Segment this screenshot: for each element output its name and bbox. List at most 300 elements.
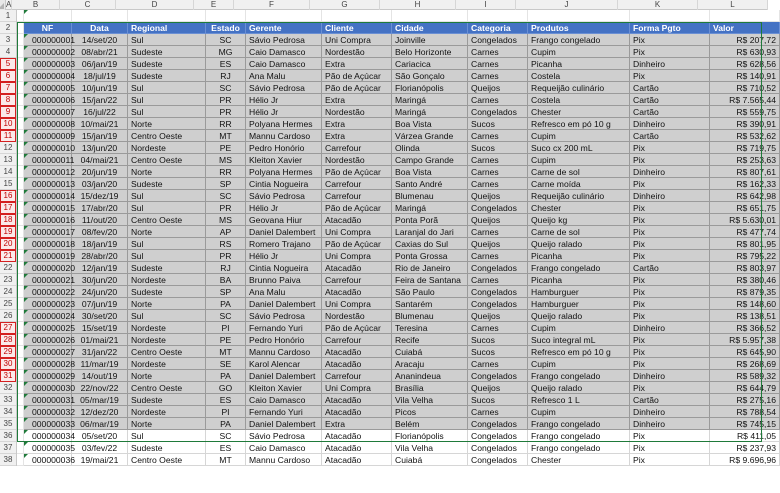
- cell-cidade[interactable]: Aracaju: [392, 358, 468, 370]
- cell-produtos[interactable]: Chester: [528, 106, 630, 118]
- cell-cliente[interactable]: Uni Compra: [322, 250, 392, 262]
- cell-a[interactable]: [17, 166, 24, 178]
- cell-cidade[interactable]: Ananindeua: [392, 370, 468, 382]
- cell-gerente[interactable]: Sávio Pedrosa: [246, 82, 322, 94]
- cell-estado[interactable]: MT: [206, 454, 246, 466]
- cell-nf[interactable]: 000000014: [24, 190, 72, 202]
- cell-gerente[interactable]: Pedro Honório: [246, 334, 322, 346]
- cell-valor[interactable]: [710, 10, 780, 22]
- cell-produtos[interactable]: Frango congelado: [528, 34, 630, 46]
- cell-categoria[interactable]: Congelados: [468, 442, 528, 454]
- cell-data[interactable]: 08/abr/21: [72, 46, 128, 58]
- cell-a[interactable]: [17, 238, 24, 250]
- cell-gerente[interactable]: Karol Alencar: [246, 358, 322, 370]
- row-number-30[interactable]: 30: [0, 358, 16, 370]
- cell-cliente[interactable]: Pão de Açúcar: [322, 166, 392, 178]
- cell-produtos[interactable]: Costela: [528, 94, 630, 106]
- row-number-28[interactable]: 28: [0, 334, 16, 346]
- cell-a[interactable]: [17, 358, 24, 370]
- column-header-h[interactable]: H: [380, 0, 456, 10]
- cell-a[interactable]: [17, 454, 24, 466]
- cell-nf[interactable]: 000000036: [24, 454, 72, 466]
- cell-gerente[interactable]: Sávio Pedrosa: [246, 34, 322, 46]
- cell-cidade[interactable]: Campo Grande: [392, 154, 468, 166]
- cell-a[interactable]: [17, 106, 24, 118]
- cell-forma-pgto[interactable]: Dinheiro: [630, 418, 710, 430]
- cell-regional[interactable]: Nordeste: [128, 322, 206, 334]
- cell-regional[interactable]: Sul: [128, 106, 206, 118]
- cell-nf[interactable]: 000000019: [24, 250, 72, 262]
- cell-produtos[interactable]: Frango congelado: [528, 418, 630, 430]
- cell-categoria[interactable]: Carnes: [468, 358, 528, 370]
- row-number-35[interactable]: 35: [0, 418, 16, 430]
- cell-categoria[interactable]: Carnes: [468, 166, 528, 178]
- cell-data[interactable]: 15/set/19: [72, 322, 128, 334]
- cell-cidade[interactable]: Florianópolis: [392, 430, 468, 442]
- cell-produtos[interactable]: Queijo ralado: [528, 382, 630, 394]
- cell-estado[interactable]: RR: [206, 166, 246, 178]
- cell-valor[interactable]: R$ 559,75: [710, 106, 780, 118]
- cell-a[interactable]: [17, 10, 24, 22]
- row-number-20[interactable]: 20: [0, 238, 16, 250]
- cell-categoria[interactable]: Congelados: [468, 286, 528, 298]
- cell-valor[interactable]: R$ 651,75: [710, 202, 780, 214]
- cell-forma-pgto[interactable]: Cartão: [630, 82, 710, 94]
- cell-categoria[interactable]: Congelados: [468, 454, 528, 466]
- cell-a[interactable]: [17, 310, 24, 322]
- cell-data[interactable]: 30/jun/20: [72, 274, 128, 286]
- cell-estado[interactable]: SP: [206, 286, 246, 298]
- cell-cidade[interactable]: Santo André: [392, 178, 468, 190]
- cell-a[interactable]: [17, 226, 24, 238]
- cell-a[interactable]: [17, 202, 24, 214]
- cell-produtos[interactable]: Chester: [528, 202, 630, 214]
- cell-forma-pgto[interactable]: Cartão: [630, 130, 710, 142]
- cell-data[interactable]: 10/mai/21: [72, 118, 128, 130]
- cell-forma-pgto[interactable]: Dinheiro: [630, 322, 710, 334]
- cell-estado[interactable]: ES: [206, 58, 246, 70]
- cell-valor[interactable]: R$ 207,72: [710, 34, 780, 46]
- cell-categoria[interactable]: Congelados: [468, 262, 528, 274]
- cell-regional[interactable]: Sudeste: [128, 262, 206, 274]
- cell-cliente[interactable]: Carrefour: [322, 190, 392, 202]
- cell-valor[interactable]: R$ 148,60: [710, 298, 780, 310]
- cell-a[interactable]: [17, 322, 24, 334]
- cell-gerente[interactable]: Caio Damasco: [246, 394, 322, 406]
- column-header-b[interactable]: B: [12, 0, 60, 10]
- row-number-6[interactable]: 6: [0, 70, 16, 82]
- cell-produtos[interactable]: Cupim: [528, 154, 630, 166]
- cell-categoria[interactable]: Congelados: [468, 418, 528, 430]
- cell-regional[interactable]: Sul: [128, 202, 206, 214]
- cell-cidade[interactable]: Feira de Santana: [392, 274, 468, 286]
- cell-data[interactable]: 28/abr/20: [72, 250, 128, 262]
- cell-estado[interactable]: BA: [206, 274, 246, 286]
- cell-cidade[interactable]: Cariacica: [392, 58, 468, 70]
- cell-gerente[interactable]: Cintia Nogueira: [246, 262, 322, 274]
- cell-cidade[interactable]: Belo Horizonte: [392, 46, 468, 58]
- cell-gerente[interactable]: Caio Damasco: [246, 46, 322, 58]
- cell-estado[interactable]: MG: [206, 46, 246, 58]
- row-number-15[interactable]: 15: [0, 178, 16, 190]
- cell-regional[interactable]: Centro Oeste: [128, 346, 206, 358]
- cell-valor[interactable]: R$ 162,33: [710, 178, 780, 190]
- header-gerente[interactable]: Gerente: [246, 22, 322, 34]
- cell-categoria[interactable]: Sucos: [468, 394, 528, 406]
- cell-cliente[interactable]: Uni Compra: [322, 382, 392, 394]
- cell-regional[interactable]: Sudeste: [128, 70, 206, 82]
- cell-categoria[interactable]: Carnes: [468, 406, 528, 418]
- cell-data[interactable]: 08/fev/20: [72, 226, 128, 238]
- cell-cliente[interactable]: Pão de Açúcar: [322, 70, 392, 82]
- cell-categoria[interactable]: Congelados: [468, 106, 528, 118]
- row-number-5[interactable]: 5: [0, 58, 16, 70]
- row-number-8[interactable]: 8: [0, 94, 16, 106]
- cell-valor[interactable]: R$ 5.957,38: [710, 334, 780, 346]
- cell-gerente[interactable]: Cintia Nogueira: [246, 178, 322, 190]
- column-header-g[interactable]: G: [310, 0, 380, 10]
- cell-data[interactable]: 01/mai/21: [72, 334, 128, 346]
- cell-a[interactable]: [17, 298, 24, 310]
- cell-gerente[interactable]: Brunno Paiva: [246, 274, 322, 286]
- cell-produtos[interactable]: Suco integral mL: [528, 334, 630, 346]
- cell-produtos[interactable]: Picanha: [528, 250, 630, 262]
- cell-nf[interactable]: 000000028: [24, 358, 72, 370]
- cell-categoria[interactable]: Congelados: [468, 370, 528, 382]
- cell-cliente[interactable]: Atacadão: [322, 262, 392, 274]
- row-number-21[interactable]: 21: [0, 250, 16, 262]
- cell-a[interactable]: [17, 34, 24, 46]
- row-number-32[interactable]: 32: [0, 382, 16, 394]
- cell-produtos[interactable]: Chester: [528, 454, 630, 466]
- cell-nf[interactable]: 000000022: [24, 286, 72, 298]
- cell-cliente[interactable]: Atacadão: [322, 394, 392, 406]
- cell-cidade[interactable]: Boa Vista: [392, 166, 468, 178]
- header-forma-pgto[interactable]: Forma Pgto: [630, 22, 710, 34]
- header-cliente[interactable]: Cliente: [322, 22, 392, 34]
- cell-data[interactable]: 12/dez/20: [72, 406, 128, 418]
- cell-gerente[interactable]: Polyana Hermes: [246, 166, 322, 178]
- cell-cidade[interactable]: Florianópolis: [392, 82, 468, 94]
- cell-regional[interactable]: Sul: [128, 82, 206, 94]
- cell-a[interactable]: [17, 418, 24, 430]
- cell-produtos[interactable]: Frango congelado: [528, 370, 630, 382]
- row-number-1[interactable]: 1: [0, 10, 16, 22]
- cell-produtos[interactable]: Cupim: [528, 406, 630, 418]
- cell-nf[interactable]: 000000027: [24, 346, 72, 358]
- cell-estado[interactable]: ES: [206, 442, 246, 454]
- cell-data[interactable]: 30/set/20: [72, 310, 128, 322]
- cell-gerente[interactable]: Hélio Jr: [246, 94, 322, 106]
- cell-produtos[interactable]: Queijo ralado: [528, 310, 630, 322]
- cell-regional[interactable]: Sul: [128, 310, 206, 322]
- cell-a[interactable]: [17, 274, 24, 286]
- cell-regional[interactable]: Centro Oeste: [128, 454, 206, 466]
- cell-regional[interactable]: Centro Oeste: [128, 130, 206, 142]
- cell-valor[interactable]: R$ 9.696,96: [710, 454, 780, 466]
- cell-cliente[interactable]: Uni Compra: [322, 298, 392, 310]
- cell-cliente[interactable]: Extra: [322, 94, 392, 106]
- cell-data[interactable]: 05/set/20: [72, 430, 128, 442]
- cell-cliente[interactable]: Pão de Açúcar: [322, 202, 392, 214]
- cell-nf[interactable]: 000000009: [24, 130, 72, 142]
- cell-categoria[interactable]: Carnes: [468, 70, 528, 82]
- cell-produtos[interactable]: Requeijão culinário: [528, 82, 630, 94]
- cell-cliente[interactable]: Nordestão: [322, 46, 392, 58]
- cell-gerente[interactable]: Sávio Pedrosa: [246, 190, 322, 202]
- cell-produtos[interactable]: Cupim: [528, 130, 630, 142]
- cell-data[interactable]: 04/mai/21: [72, 154, 128, 166]
- cell-data[interactable]: 12/jan/19: [72, 262, 128, 274]
- cell-regional[interactable]: Norte: [128, 298, 206, 310]
- cell-regional[interactable]: Sudeste: [128, 58, 206, 70]
- column-header-j[interactable]: J: [516, 0, 618, 10]
- cell-gerente[interactable]: Daniel Dalembert: [246, 298, 322, 310]
- cell-regional[interactable]: Centro Oeste: [128, 214, 206, 226]
- cell-forma-pgto[interactable]: Pix: [630, 70, 710, 82]
- cell-categoria[interactable]: Carnes: [468, 250, 528, 262]
- cell-gerente[interactable]: Sávio Pedrosa: [246, 430, 322, 442]
- cell-estado[interactable]: PR: [206, 202, 246, 214]
- cell-cliente[interactable]: Uni Compra: [322, 226, 392, 238]
- cell-a[interactable]: [17, 154, 24, 166]
- cell-nf[interactable]: 000000012: [24, 166, 72, 178]
- cell-a[interactable]: [17, 82, 24, 94]
- cell-regional[interactable]: Norte: [128, 226, 206, 238]
- cell-forma-pgto[interactable]: Pix: [630, 430, 710, 442]
- row-number-13[interactable]: 13: [0, 154, 16, 166]
- cell-cidade[interactable]: Caxias do Sul: [392, 238, 468, 250]
- cell-forma-pgto[interactable]: Cartão: [630, 106, 710, 118]
- cell-cidade[interactable]: Maringá: [392, 106, 468, 118]
- cell-forma-pgto[interactable]: Pix: [630, 202, 710, 214]
- cell-cidade[interactable]: Cuiabá: [392, 454, 468, 466]
- cell-cidade[interactable]: Rio de Janeiro: [392, 262, 468, 274]
- cell-gerente[interactable]: Geovana Hiur: [246, 214, 322, 226]
- cell-forma-pgto[interactable]: Pix: [630, 142, 710, 154]
- cell-estado[interactable]: PE: [206, 142, 246, 154]
- cell-cidade[interactable]: Vila Velha: [392, 394, 468, 406]
- cell-estado[interactable]: SC: [206, 310, 246, 322]
- cell-estado[interactable]: MT: [206, 130, 246, 142]
- cell-forma-pgto[interactable]: Cartão: [630, 94, 710, 106]
- cell-cidade[interactable]: Ponta Porã: [392, 214, 468, 226]
- cell-cliente[interactable]: Atacadão: [322, 442, 392, 454]
- cell-gerente[interactable]: Caio Damasco: [246, 442, 322, 454]
- cell-a[interactable]: [17, 142, 24, 154]
- cell-cliente[interactable]: Pão de Açúcar: [322, 322, 392, 334]
- cell-estado[interactable]: SE: [206, 358, 246, 370]
- cell-nf[interactable]: 000000026: [24, 334, 72, 346]
- cell-estado[interactable]: PA: [206, 298, 246, 310]
- cell-regional[interactable]: Sul: [128, 430, 206, 442]
- cell-a[interactable]: [17, 394, 24, 406]
- cell-nf[interactable]: 000000018: [24, 238, 72, 250]
- cell-forma-pgto[interactable]: Pix: [630, 154, 710, 166]
- cell-a[interactable]: [17, 130, 24, 142]
- cell-cliente[interactable]: Atacadão: [322, 214, 392, 226]
- cell-forma-pgto[interactable]: Pix: [630, 442, 710, 454]
- cell-data[interactable]: 07/jun/19: [72, 298, 128, 310]
- cell-gerente[interactable]: Daniel Dalembert: [246, 370, 322, 382]
- cell-estado[interactable]: RR: [206, 118, 246, 130]
- cell-valor[interactable]: R$ 745,15: [710, 418, 780, 430]
- cell-data[interactable]: 14/set/20: [72, 34, 128, 46]
- cell-valor[interactable]: R$ 589,32: [710, 370, 780, 382]
- cell-cliente[interactable]: Atacadão: [322, 454, 392, 466]
- cell-cliente[interactable]: Extra: [322, 118, 392, 130]
- cell-categoria[interactable]: Sucos: [468, 118, 528, 130]
- cell-categoria[interactable]: Queijos: [468, 310, 528, 322]
- cell-forma-pgto[interactable]: Pix: [630, 34, 710, 46]
- cell-valor[interactable]: R$ 879,35: [710, 286, 780, 298]
- cell-produtos[interactable]: Cupim: [528, 322, 630, 334]
- cell-estado[interactable]: MS: [206, 154, 246, 166]
- cell-cidade[interactable]: [392, 10, 468, 22]
- cell-gerente[interactable]: Mannu Cardoso: [246, 130, 322, 142]
- header-nf[interactable]: NF: [24, 22, 72, 34]
- cell-estado[interactable]: RJ: [206, 262, 246, 274]
- column-header-k[interactable]: K: [618, 0, 698, 10]
- cell-cliente[interactable]: Carrefour: [322, 142, 392, 154]
- cell-produtos[interactable]: Refresco 1 L: [528, 394, 630, 406]
- cell-categoria[interactable]: Carnes: [468, 130, 528, 142]
- cell-estado[interactable]: PI: [206, 406, 246, 418]
- cell-cliente[interactable]: [322, 10, 392, 22]
- cell-gerente[interactable]: Fernando Yuri: [246, 322, 322, 334]
- cell-cliente[interactable]: Atacadão: [322, 406, 392, 418]
- row-number-31[interactable]: 31: [0, 370, 16, 382]
- cell-categoria[interactable]: Queijos: [468, 238, 528, 250]
- cell-regional[interactable]: Sul: [128, 238, 206, 250]
- cell-forma-pgto[interactable]: Pix: [630, 382, 710, 394]
- cell-nf[interactable]: 000000032: [24, 406, 72, 418]
- cell-cidade[interactable]: Recife: [392, 334, 468, 346]
- cell-forma-pgto[interactable]: Dinheiro: [630, 118, 710, 130]
- cell-produtos[interactable]: Cupim: [528, 358, 630, 370]
- cell-nf[interactable]: 000000004: [24, 70, 72, 82]
- cell-nf[interactable]: 000000016: [24, 214, 72, 226]
- cell-gerente[interactable]: Ana Malu: [246, 70, 322, 82]
- cell-forma-pgto[interactable]: Dinheiro: [630, 58, 710, 70]
- cell-data[interactable]: 16/jul/22: [72, 106, 128, 118]
- cell-nf[interactable]: 000000010: [24, 142, 72, 154]
- cell-cliente[interactable]: Carrefour: [322, 370, 392, 382]
- cell-data[interactable]: 10/jun/19: [72, 82, 128, 94]
- cell-regional[interactable]: Centro Oeste: [128, 382, 206, 394]
- cell-regional[interactable]: Sudeste: [128, 46, 206, 58]
- cell-cidade[interactable]: São Paulo: [392, 286, 468, 298]
- cell-cliente[interactable]: Pão de Açúcar: [322, 82, 392, 94]
- cell-produtos[interactable]: Hamburguer: [528, 286, 630, 298]
- cell-produtos[interactable]: Refresco em pó 10 g: [528, 118, 630, 130]
- cell-gerente[interactable]: Caio Damasco: [246, 58, 322, 70]
- cell-cliente[interactable]: Atacadão: [322, 430, 392, 442]
- cell-estado[interactable]: PE: [206, 334, 246, 346]
- cell-regional[interactable]: Nordeste: [128, 142, 206, 154]
- cell-cidade[interactable]: Várzea Grande: [392, 130, 468, 142]
- cell-produtos[interactable]: Carne de sol: [528, 226, 630, 238]
- cell-cliente[interactable]: Atacadão: [322, 286, 392, 298]
- cell-a[interactable]: [17, 58, 24, 70]
- cell-gerente[interactable]: Hélio Jr: [246, 106, 322, 118]
- cell-forma-pgto[interactable]: [630, 10, 710, 22]
- cell-valor[interactable]: R$ 803,97: [710, 262, 780, 274]
- cell-gerente[interactable]: Fernando Yuri: [246, 406, 322, 418]
- column-header-a[interactable]: A: [6, 0, 12, 9]
- cell-regional[interactable]: Norte: [128, 118, 206, 130]
- cell-estado[interactable]: MT: [206, 346, 246, 358]
- cell-nf[interactable]: 000000020: [24, 262, 72, 274]
- cell-nf[interactable]: 000000007: [24, 106, 72, 118]
- cell-regional[interactable]: Norte: [128, 166, 206, 178]
- cell-a[interactable]: [17, 334, 24, 346]
- cell-forma-pgto[interactable]: Dinheiro: [630, 190, 710, 202]
- cell-cliente[interactable]: Extra: [322, 418, 392, 430]
- cell-categoria[interactable]: Carnes: [468, 94, 528, 106]
- cell-produtos[interactable]: Suco cx 200 mL: [528, 142, 630, 154]
- cell-forma-pgto[interactable]: Pix: [630, 298, 710, 310]
- cell-nf[interactable]: [24, 10, 72, 22]
- cell-gerente[interactable]: Daniel Dalembert: [246, 418, 322, 430]
- cell-a[interactable]: [17, 430, 24, 442]
- cell-nf[interactable]: 000000031: [24, 394, 72, 406]
- cell-produtos[interactable]: Costela: [528, 70, 630, 82]
- column-header-f[interactable]: F: [234, 0, 310, 10]
- cell-categoria[interactable]: Congelados: [468, 430, 528, 442]
- select-all-corner[interactable]: [0, 0, 6, 10]
- cell-a[interactable]: [17, 346, 24, 358]
- cell-valor[interactable]: R$ 642,98: [710, 190, 780, 202]
- cell-forma-pgto[interactable]: Cartão: [630, 394, 710, 406]
- row-number-12[interactable]: 12: [0, 142, 16, 154]
- cell-categoria[interactable]: Queijos: [468, 82, 528, 94]
- cell-valor[interactable]: R$ 380,46: [710, 274, 780, 286]
- cell-forma-pgto[interactable]: Pix: [630, 310, 710, 322]
- cell-nf[interactable]: 000000029: [24, 370, 72, 382]
- cell-nf[interactable]: 000000024: [24, 310, 72, 322]
- cell-forma-pgto[interactable]: Pix: [630, 286, 710, 298]
- cell-data[interactable]: 15/dez/19: [72, 190, 128, 202]
- cell-gerente[interactable]: Sávio Pedrosa: [246, 310, 322, 322]
- cell-categoria[interactable]: Sucos: [468, 142, 528, 154]
- cell-estado[interactable]: AP: [206, 226, 246, 238]
- cell-cidade[interactable]: Blumenau: [392, 190, 468, 202]
- cell-regional[interactable]: Sudeste: [128, 394, 206, 406]
- cell-data[interactable]: 06/mar/19: [72, 418, 128, 430]
- cell-estado[interactable]: GO: [206, 382, 246, 394]
- cell-a[interactable]: [17, 382, 24, 394]
- cell-regional[interactable]: Nordeste: [128, 334, 206, 346]
- cell-data[interactable]: 03/fev/22: [72, 442, 128, 454]
- cell-regional[interactable]: Sul: [128, 34, 206, 46]
- cell-a[interactable]: [17, 262, 24, 274]
- cell-categoria[interactable]: Congelados: [468, 34, 528, 46]
- column-header-d[interactable]: D: [116, 0, 194, 10]
- cell-a[interactable]: [17, 370, 24, 382]
- cell-regional[interactable]: Sudeste: [128, 286, 206, 298]
- cell-categoria[interactable]: Queijos: [468, 190, 528, 202]
- cell-regional[interactable]: Centro Oeste: [128, 154, 206, 166]
- cell-estado[interactable]: SC: [206, 34, 246, 46]
- cell-data[interactable]: 11/out/20: [72, 214, 128, 226]
- cell-cliente[interactable]: Carrefour: [322, 334, 392, 346]
- cell-produtos[interactable]: Refresco em pó 10 g: [528, 346, 630, 358]
- cell-produtos[interactable]: Picanha: [528, 58, 630, 70]
- cell-regional[interactable]: Sul: [128, 94, 206, 106]
- cell-regional[interactable]: Sudeste: [128, 178, 206, 190]
- cell-cidade[interactable]: Olinda: [392, 142, 468, 154]
